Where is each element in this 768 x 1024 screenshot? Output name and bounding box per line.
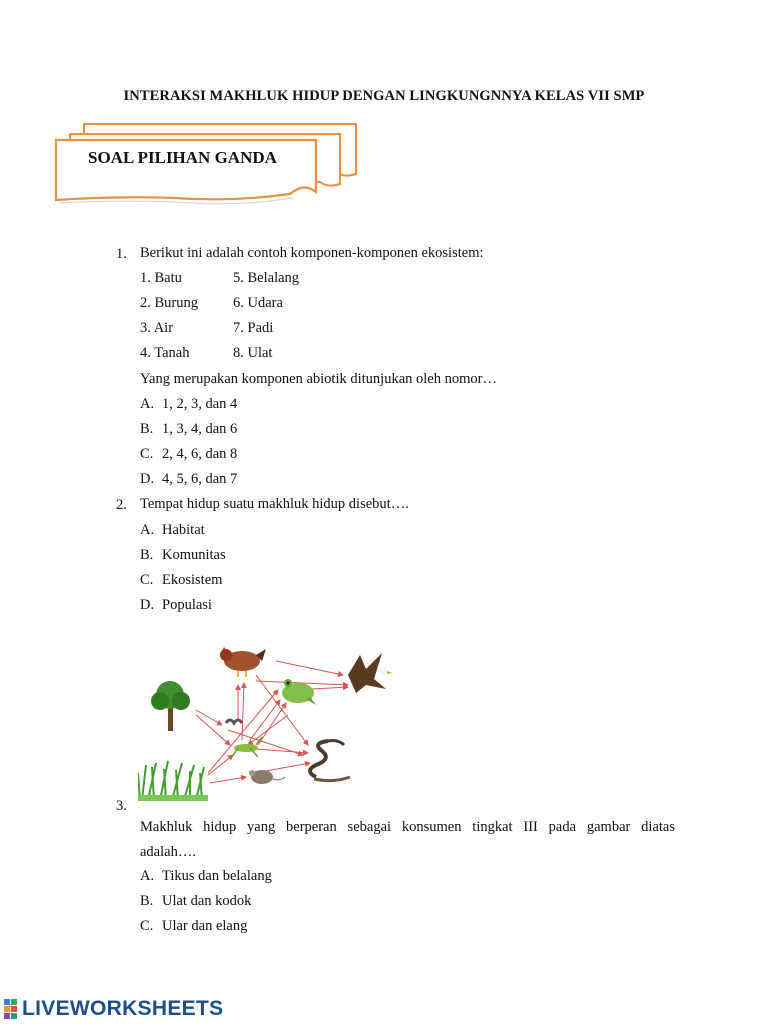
answer-option[interactable] xyxy=(140,397,237,412)
option-letter: C. xyxy=(140,446,154,462)
option-letter: A. xyxy=(140,396,155,412)
component-item: 1. Batu xyxy=(140,270,182,286)
option-text: 1, 2, 3, dan 4 xyxy=(162,396,238,412)
component-item: 4. Tanah xyxy=(140,345,190,361)
grass-icon xyxy=(138,761,208,801)
option-letter: A. xyxy=(140,868,155,884)
answer-option[interactable] xyxy=(140,548,226,563)
option-text: Populasi xyxy=(162,597,212,613)
footer-brand-text: LIVEWORKSHEETS xyxy=(22,997,224,1020)
liveworksheets-logo-icon xyxy=(4,999,18,1019)
tree-icon xyxy=(151,681,190,731)
component-item: 7. Padi xyxy=(233,320,274,336)
chicken-icon xyxy=(220,647,266,677)
arrow-lines xyxy=(196,661,348,783)
question-number: 2. xyxy=(116,497,127,513)
option-letter: B. xyxy=(140,547,154,563)
answer-option[interactable] xyxy=(140,869,272,884)
option-text: 2, 4, 6, dan 8 xyxy=(162,446,238,462)
option-letter: C. xyxy=(140,572,154,588)
question-number: 3. xyxy=(116,798,127,814)
document-title: INTERAKSI MAKHLUK HIDUP DENGAN LINGKUNGNNYA KELAS VII SMP xyxy=(123,88,645,104)
caterpillar-icon xyxy=(226,720,242,723)
option-text: 1, 3, 4, dan 6 xyxy=(162,421,238,437)
option-letter: D. xyxy=(140,471,155,487)
section-heading: SOAL PILIHAN GANDA xyxy=(88,148,277,167)
option-text: 4, 5, 6, dan 7 xyxy=(162,471,238,487)
answer-option[interactable] xyxy=(140,472,237,487)
eagle-icon xyxy=(348,653,392,693)
answer-option[interactable] xyxy=(140,523,205,538)
food-web-image xyxy=(138,645,413,803)
option-text: Komunitas xyxy=(162,547,226,563)
snake-icon xyxy=(310,741,350,781)
option-text: Ulat dan kodok xyxy=(162,893,252,909)
question-text: Berikut ini adalah contoh komponen-komponen ekosistem: xyxy=(140,245,484,261)
answer-option[interactable] xyxy=(140,447,237,462)
component-item: 2. Burung xyxy=(140,295,198,311)
question-text: Tempat hidup suatu makhluk hidup disebut…. xyxy=(140,496,409,512)
answer-option[interactable] xyxy=(140,894,251,909)
answer-option[interactable] xyxy=(140,598,212,613)
question-number: 1. xyxy=(116,246,127,262)
component-item: 6. Udara xyxy=(233,295,283,311)
answer-option[interactable] xyxy=(140,919,247,934)
answer-option[interactable] xyxy=(140,422,237,437)
option-text: Tikus dan belalang xyxy=(162,868,272,884)
option-letter: B. xyxy=(140,421,154,437)
option-letter: C. xyxy=(140,918,154,934)
mouse-icon xyxy=(249,770,285,784)
question-text-continued: adalah…. xyxy=(140,844,196,860)
option-text: Ular dan elang xyxy=(162,918,248,934)
component-item: 5. Belalang xyxy=(233,270,300,286)
option-letter: A. xyxy=(140,522,155,538)
component-item: 8. Ulat xyxy=(233,345,273,361)
question-text: Makhluk hidup yang berperan sebagai konsumen tingkat III pada gambar diatas xyxy=(140,819,675,835)
option-text: Ekosistem xyxy=(162,572,223,588)
answer-option[interactable] xyxy=(140,573,222,588)
component-item: 3. Air xyxy=(140,320,174,336)
option-text: Habitat xyxy=(162,522,205,538)
option-letter: B. xyxy=(140,893,154,909)
option-letter: D. xyxy=(140,597,155,613)
footer-brand[interactable] xyxy=(4,996,223,1022)
question-prompt: Yang merupakan komponen abiotik ditunjukan oleh nomor… xyxy=(140,371,497,387)
